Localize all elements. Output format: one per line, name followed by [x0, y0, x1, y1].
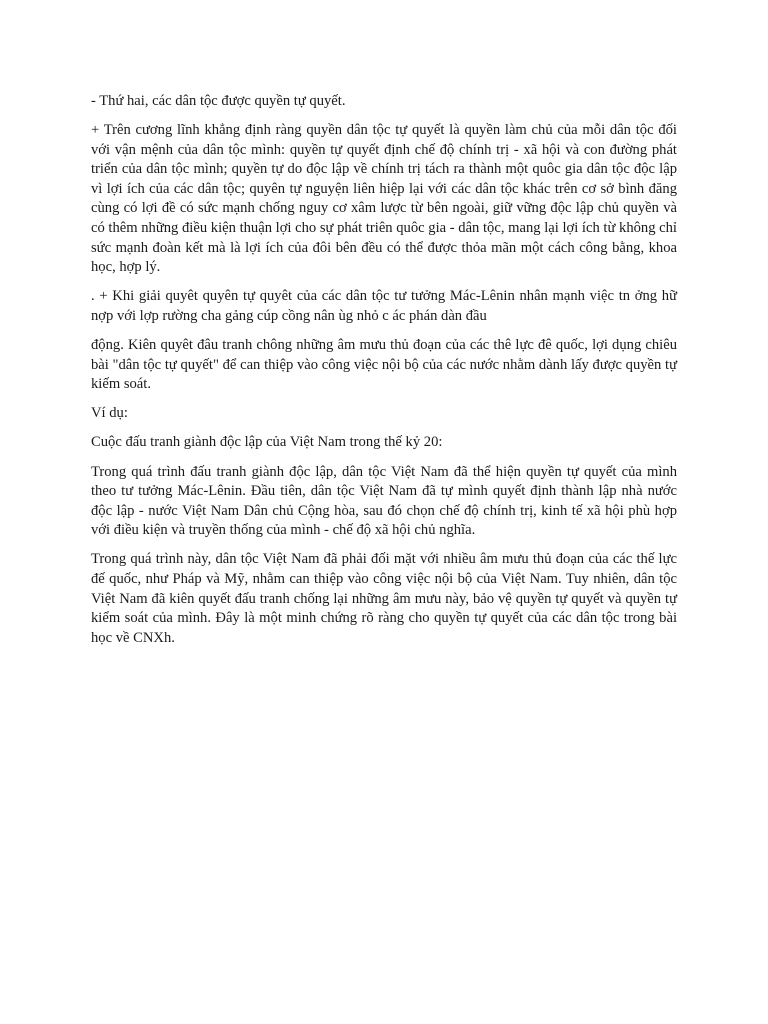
paragraph-second-point: - Thứ hai, các dân tộc được quyền tự quyết. [91, 93, 346, 109]
paragraph-platform-self-determination: + Trên cương lĩnh khẳng định ràng quyền dân tộc tự quyết là quyền làm chủ của mỗi dân tộc đối với vận mệnh của dân tộc mình: quyền tự quyết định chế độ chính trị - xã hội và con đường phát triển của dân tộc mình; quyền tự do độc lập về chính trị tách ra thành một quôc gia dân tộc độc lập vì lợi ích của các dân tộc; quyên tự nguyện liên hiệp lại với các dân tộc khác trên cơ sở bình đăng cùng có lợi đề có sức mạnh chống nguy cơ xâm lược từ bên ngoài, giữ vững độc lập chủ quyền và có thêm những điều kiện thuận lợi cho sự phát triên quôc gia - dân tộc, mang lại lợi ích từ không chỉ sức mạnh đoàn kết mà là lợi ích của đôi bên đều có thể được thỏa mãn một cách công bằng, khoa học, hợp lý. [91, 122, 677, 276]
paragraph-marxist-resolution: . + Khi giải quyêt quyên tự quyêt của các dân tộc tư tưởng Mác-Lênin nhân mạnh việc tn ởng hữ nợp với lợp rường cha gảng cúp cồng nân ùg nhỏ c ác phán dàn đầu [91, 288, 677, 324]
paragraph-example-heading: Cuộc đấu tranh giành độc lập của Việt Nam trong thế kỷ 20: [91, 434, 443, 451]
document-page [91, 92, 677, 658]
paragraph-example-label: Ví dụ: [91, 405, 128, 422]
paragraph-resist-imperialism: động. Kiên quyêt đâu tranh chông những âm mưu thủ đoạn của các thê lực đê quốc, lợi dụng chiêu bài "dân tộc tự quyết" để can thiệp vào công việc nội bộ của các nước nhằm dành lấy được quyền tự kiếm soát. [91, 337, 677, 393]
paragraph-vietnam-independence: Trong quá trình đấu tranh giành độc lập, dân tộc Việt Nam đã thể hiện quyền tự quyết của mình theo tư tưởng Mác-Lênin. Đầu tiên, dân tộc Việt Nam đã tự mình quyết định thành lập nhà nước độc lập - nước Việt Nam Dân chủ Cộng hòa, sau đó chọn chế độ chính trị, kinh tế xã hội phù hợp với điều kiện và truyền thống của mình - chế độ xã hội chủ nghĩa. [91, 463, 677, 539]
paragraph-vietnam-resistance: Trong quá trình này, dân tộc Việt Nam đã phải đối mặt với nhiều âm mưu thủ đoạn của các thế lực đế quốc, như Pháp và Mỹ, nhằm can thiệp vào công việc nội bộ của Việt Nam. Tuy nhiên, dân tộc Việt Nam đã kiên quyết đấu tranh chống lại những âm mưu này, bảo vệ quyền tự quyết và quyền tự kiểm soát của mình. Đây là một minh chứng rõ ràng cho quyền tự quyết của các dân tộc trong bài học về CNXh. [91, 551, 677, 646]
